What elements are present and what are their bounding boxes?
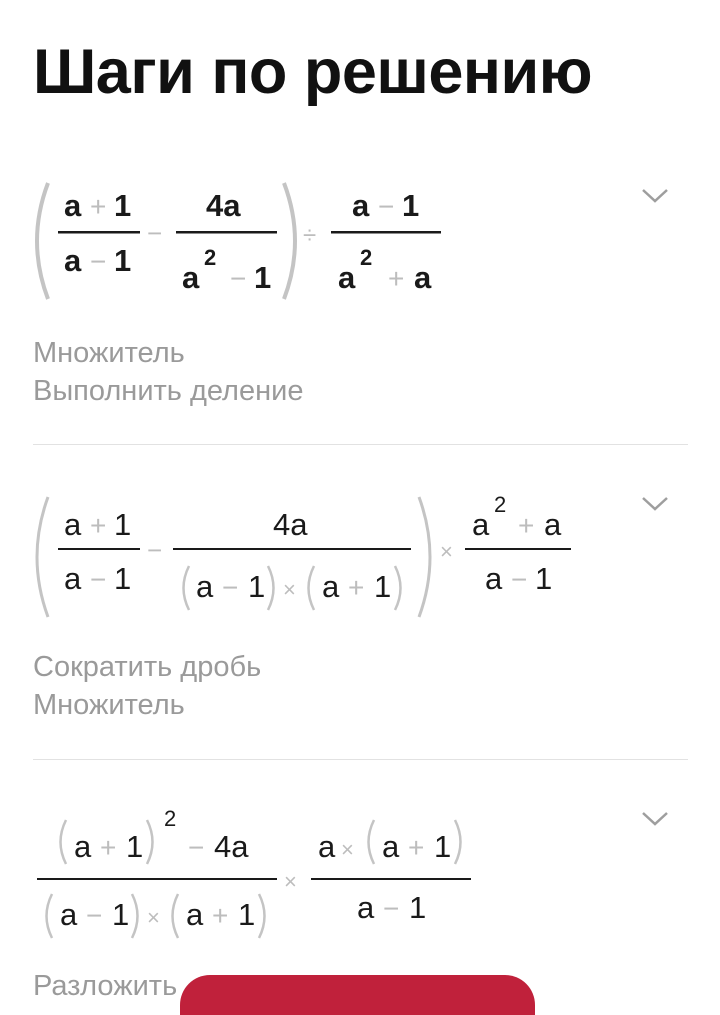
- svg-text:×: ×: [440, 539, 453, 564]
- fraction-bar: [311, 878, 471, 880]
- svg-text:−: −: [230, 263, 247, 294]
- svg-text:−: −: [188, 832, 205, 863]
- svg-text:−: −: [90, 564, 107, 595]
- svg-text:4a: 4a: [214, 829, 249, 864]
- svg-text:1: 1: [254, 260, 272, 295]
- svg-text:+: +: [90, 510, 107, 541]
- svg-text:1: 1: [374, 569, 392, 604]
- chevron-down-icon[interactable]: [640, 809, 670, 829]
- svg-text:2: 2: [494, 492, 507, 517]
- svg-text:−: −: [86, 900, 103, 931]
- svg-text:×: ×: [283, 577, 296, 602]
- svg-text:+: +: [388, 263, 405, 294]
- svg-text:−: −: [147, 218, 163, 248]
- svg-text:a: a: [352, 188, 370, 223]
- svg-text:4a: 4a: [273, 507, 308, 542]
- svg-text:a: a: [338, 260, 356, 295]
- svg-text:a: a: [64, 507, 82, 542]
- step-description: Сократить дробь Множитель: [33, 651, 262, 721]
- svg-text:a: a: [64, 243, 82, 278]
- svg-text:×: ×: [341, 837, 354, 862]
- svg-text:1: 1: [238, 897, 256, 932]
- svg-text:a: a: [414, 260, 432, 295]
- action-button[interactable]: [180, 975, 535, 1015]
- svg-text:−: −: [378, 191, 395, 222]
- svg-text:1: 1: [114, 561, 132, 596]
- svg-text:−: −: [90, 246, 107, 277]
- svg-text:a: a: [544, 507, 562, 542]
- svg-text:a: a: [186, 897, 204, 932]
- svg-text:1: 1: [126, 829, 144, 864]
- svg-text:a: a: [64, 561, 82, 596]
- step-description: Множитель Выполнить деление: [33, 337, 304, 407]
- step-description: Разложить: [33, 970, 178, 1002]
- svg-text:a: a: [382, 829, 400, 864]
- svg-text:2: 2: [204, 245, 217, 270]
- svg-text:a: a: [60, 897, 78, 932]
- svg-text:2: 2: [360, 245, 373, 270]
- svg-text:−: −: [222, 572, 239, 603]
- svg-text:÷: ÷: [303, 222, 317, 249]
- svg-text:1: 1: [114, 243, 132, 278]
- svg-text:+: +: [408, 832, 425, 863]
- svg-text:1: 1: [535, 561, 553, 596]
- svg-text:+: +: [348, 572, 365, 603]
- svg-text:a: a: [318, 829, 336, 864]
- svg-text:a: a: [357, 890, 375, 925]
- svg-text:−: −: [147, 535, 163, 565]
- svg-text:+: +: [100, 832, 117, 863]
- svg-text:×: ×: [284, 869, 297, 894]
- fraction-bar: [37, 878, 277, 880]
- svg-text:a: a: [64, 188, 82, 223]
- svg-text:1: 1: [112, 897, 130, 932]
- svg-text:4a: 4a: [206, 188, 241, 223]
- svg-text:a: a: [472, 507, 490, 542]
- svg-text:2: 2: [164, 806, 177, 831]
- svg-text:+: +: [90, 191, 107, 222]
- svg-text:a: a: [182, 260, 200, 295]
- svg-text:a: a: [74, 829, 92, 864]
- svg-text:+: +: [518, 510, 535, 541]
- svg-text:a: a: [196, 569, 214, 604]
- svg-text:a: a: [485, 561, 503, 596]
- svg-text:a: a: [322, 569, 340, 604]
- svg-text:+: +: [212, 900, 229, 931]
- svg-text:1: 1: [114, 188, 132, 223]
- svg-text:−: −: [383, 893, 400, 924]
- svg-text:1: 1: [114, 507, 132, 542]
- page-title: Шаги по решению: [33, 37, 593, 107]
- svg-text:1: 1: [402, 188, 420, 223]
- svg-text:−: −: [511, 564, 528, 595]
- svg-text:1: 1: [434, 829, 452, 864]
- svg-text:1: 1: [409, 890, 427, 925]
- svg-text:1: 1: [248, 569, 266, 604]
- svg-text:×: ×: [147, 905, 160, 930]
